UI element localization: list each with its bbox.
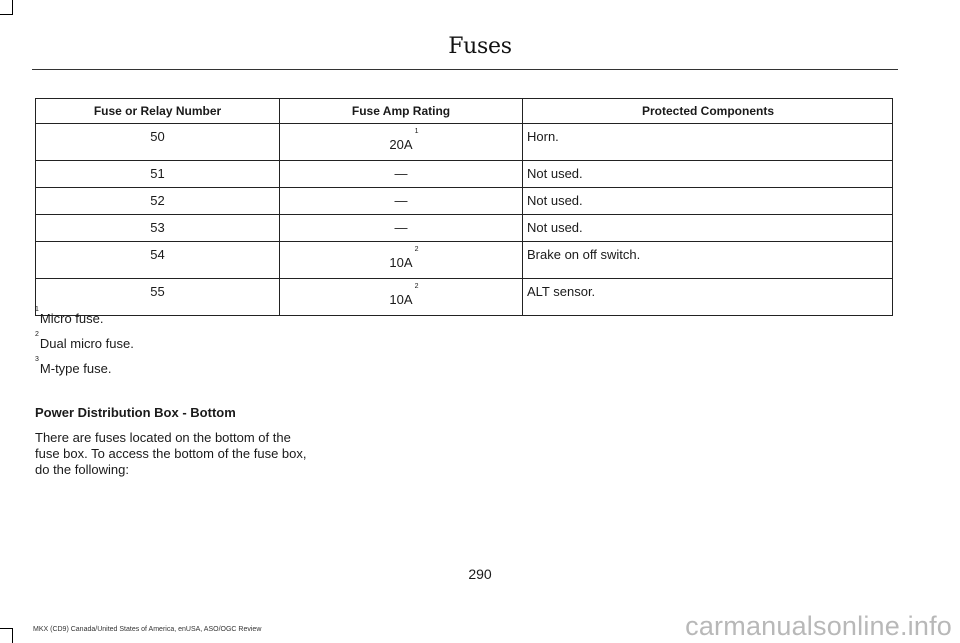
footnote [35,331,134,351]
fuse-number: 54 [36,242,280,279]
amp-rating: 10A [389,292,413,307]
protected-component: Horn. [523,124,893,161]
amp-rating-cell [280,279,523,316]
protected-component: ALT sensor. [523,279,893,316]
footnote-text: Micro fuse. [39,311,104,326]
protected-component: Not used. [523,161,893,188]
crop-mark-bottom-left [0,628,12,629]
watermark: carmanualsonline.info [685,611,952,641]
fuse-number: 52 [36,188,280,215]
footnote [35,356,112,376]
table-row [36,215,893,242]
table-header-row [36,99,893,124]
footnote-ref: 2 [414,283,419,290]
title-rule [32,69,898,70]
fuse-number: 55 [36,279,280,316]
protected-component: Brake on off switch. [523,242,893,279]
crop-mark-top-left [12,0,13,15]
table-row [36,124,893,161]
table-row [36,188,893,215]
amp-rating: 10A [389,255,413,270]
crop-mark-top-left [0,14,12,15]
page-title: Fuses [448,34,512,59]
section-paragraph: There are fuses located on the bottom of the fuse box. To access the bottom of the fuse box, do the following: [35,430,307,477]
footnote-text: Dual micro fuse. [39,336,134,351]
column-header-fuse-number: Fuse or Relay Number [36,99,280,124]
table-row [36,242,893,279]
section-heading: Power Distribution Box - Bottom [35,405,236,420]
footnote-mark: 2 [35,331,39,338]
fuse-table [35,98,893,316]
protected-component: Not used. [523,188,893,215]
fuse-number: 51 [36,161,280,188]
footnote-ref: 1 [414,128,419,135]
amp-rating-cell [280,242,523,279]
footnote-ref: 2 [414,246,419,253]
footnote-mark: 1 [35,306,39,313]
page-number: 290 [468,566,492,582]
footnote [35,306,104,326]
fuse-number: 50 [36,124,280,161]
fuse-number: 53 [36,215,280,242]
amp-rating: — [280,161,523,188]
table-row [36,279,893,316]
crop-mark-bottom-left [12,628,13,643]
protected-component: Not used. [523,215,893,242]
column-header-protected-components: Protected Components [523,99,893,124]
column-header-amp-rating: Fuse Amp Rating [280,99,523,124]
footnote-text: M-type fuse. [39,361,112,376]
amp-rating-cell [280,124,523,161]
amp-rating: 20A [389,137,413,152]
amp-rating: — [280,215,523,242]
document-footer: MKX (CD9) Canada/United States of America, enUSA, ASO/OGC Review [33,626,262,633]
footnote-mark: 3 [35,356,39,363]
amp-rating: — [280,188,523,215]
table-row [36,161,893,188]
